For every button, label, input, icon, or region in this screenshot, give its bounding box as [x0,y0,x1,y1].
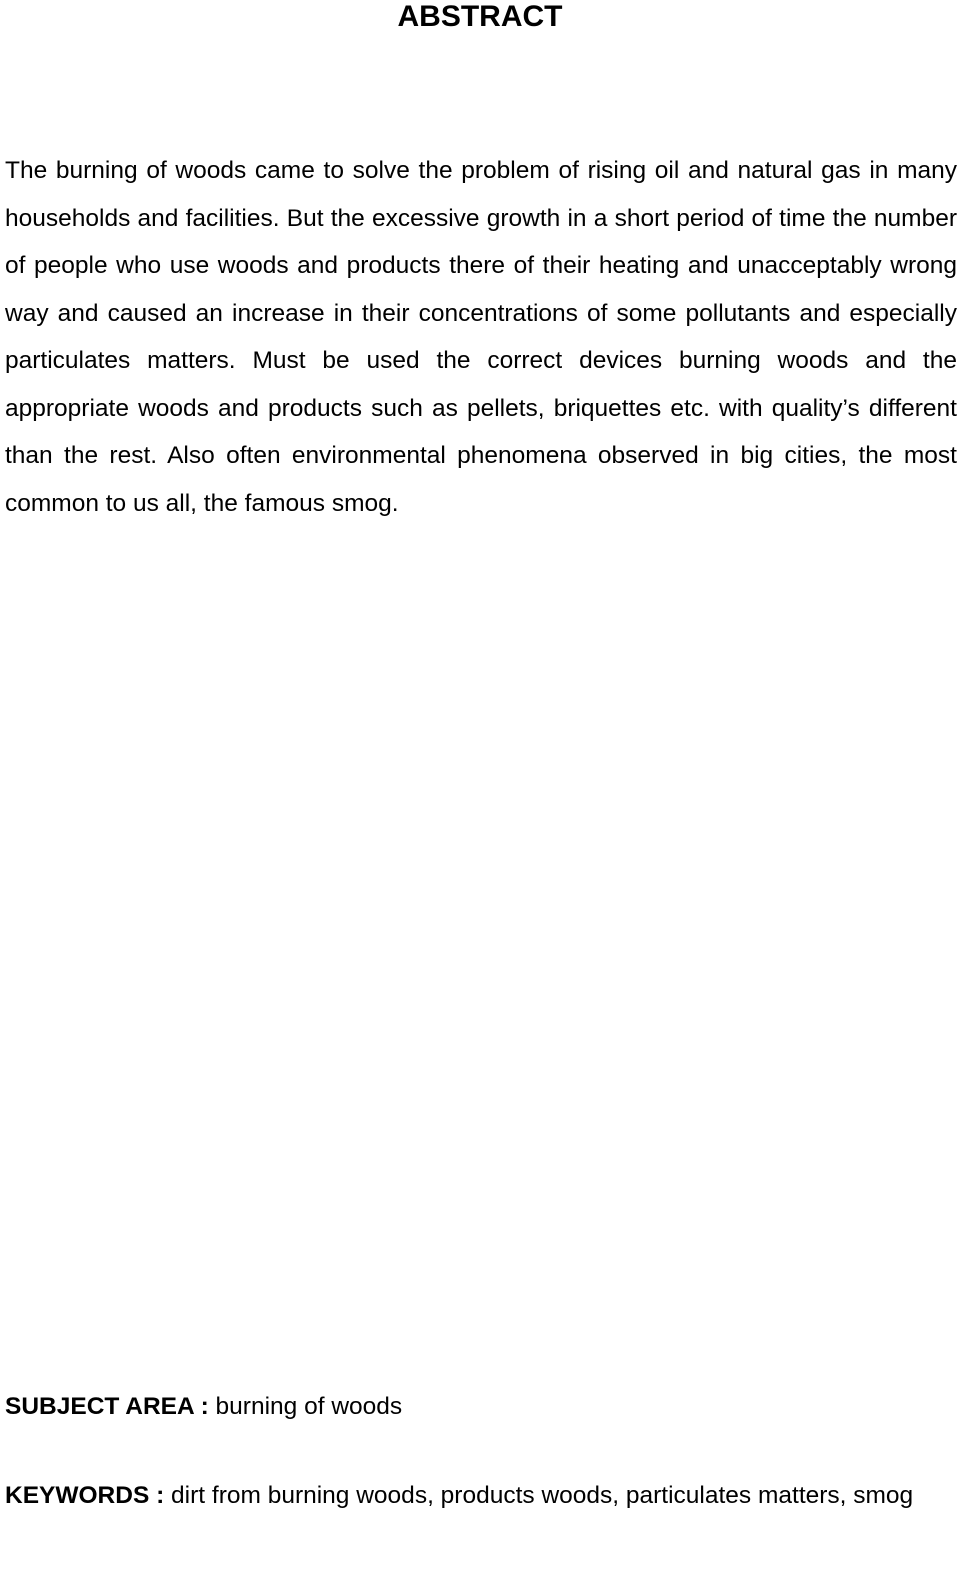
subject-area-label: SUBJECT AREA : [5,1393,209,1420]
subject-area-value: burning of woods [208,1393,403,1420]
keywords-line [5,1460,957,1531]
abstract-paragraph: The burning of woods came to solve the problem of rising oil and natural gas in many households and facilities. But the excessive growth in a short period of time the number of people who use woods and products there of their heating and unacceptably wrong way and caused an increase in their concentrations of some pollutants and especially particulates matters. Must be used the correct devices burning woods and the appropriate woods and products such as pellets, briquettes etc. with quality’s different than the rest. Also often environmental phenomena observed in big cities, the most common to us all, the famous smog. [5,157,957,517]
document-title: ABSTRACT [397,0,563,33]
subject-area-line [5,1389,957,1425]
keywords-label: KEYWORDS : [5,1482,165,1509]
keywords-value: dirt from burning woods, products woods, particulates matters, smog [164,1482,914,1509]
